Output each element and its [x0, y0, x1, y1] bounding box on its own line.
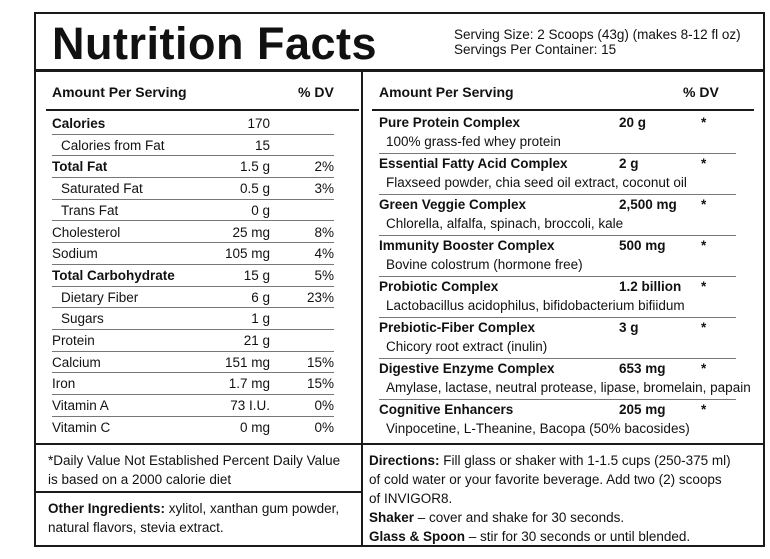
ingredients-line: natural flavors, stevia extract.: [48, 520, 224, 535]
footnote-line: *Daily Value Not Established Percent Daily Value: [48, 453, 341, 468]
nutrient-row: [52, 417, 334, 439]
nutrient-dv: 0%: [314, 398, 334, 414]
right-header-rule: [372, 109, 754, 111]
ingredients-label: Other Ingredients:: [48, 501, 166, 516]
nutrient-row: [52, 395, 334, 417]
complex-amount: 2 g: [619, 156, 639, 171]
nutrient-amount: 6 g: [251, 289, 270, 305]
left-header-rule: [46, 109, 359, 111]
nutrient-name: Calcium: [52, 354, 101, 370]
nutrient-amount: 170: [247, 116, 270, 131]
nutrient-row: [52, 222, 334, 244]
nutrition-facts-title: Nutrition Facts: [52, 18, 378, 69]
nutrient-dv: 2%: [314, 159, 334, 175]
complex-description: Amylase, lactase, neutral protease, lipase, bromelain, papain: [386, 380, 751, 395]
nutrient-name: Trans Fat: [61, 202, 119, 218]
nutrient-dv: 3%: [314, 181, 334, 197]
nutrient-row: [52, 156, 334, 178]
complex-dv: *: [701, 115, 707, 130]
right-dv-header: % DV: [683, 84, 719, 100]
left-dv-header: % DV: [298, 84, 334, 100]
row-divider: [379, 235, 736, 236]
directions-line: of INVIGOR8.: [369, 491, 453, 506]
complex-description: Vinpocetine, L-Theanine, Bacopa (50% bacosides): [386, 421, 690, 436]
ingredients-line: [48, 499, 339, 518]
shaker-line: [369, 508, 754, 527]
row-divider: [379, 317, 736, 318]
complex-name: Probiotic Complex: [379, 279, 499, 294]
nutrient-name: Sodium: [52, 246, 98, 262]
row-divider: [379, 399, 736, 400]
complex-dv: *: [701, 197, 707, 212]
serving-size: Serving Size: 2 Scoops (43g) (makes 8-12 fl oz): [454, 27, 741, 42]
nutrient-amount: 0.5 g: [239, 181, 270, 197]
nutrient-row: [52, 330, 334, 352]
nutrient-amount: 15 g: [243, 267, 270, 283]
nutrient-row: [52, 308, 334, 330]
nutrient-row: [52, 373, 334, 395]
servings-per-container: Servings Per Container: 15: [454, 42, 617, 57]
nutrient-name: Protein: [52, 333, 95, 348]
complex-dv: *: [701, 320, 707, 335]
complex-dv: *: [701, 156, 707, 171]
nutrient-amount: 15: [254, 137, 270, 153]
complex-amount: 20 g: [619, 115, 647, 130]
nutrient-name: Sugars: [61, 311, 104, 327]
serving-info: [454, 27, 741, 57]
complex-description: Bovine colostrum (hormone free): [386, 257, 583, 272]
nutrient-row: [52, 135, 334, 157]
complex-name: Cognitive Enhancers: [379, 402, 514, 417]
complex-description: Chicory root extract (inulin): [386, 339, 548, 354]
nutrient-row: [52, 352, 334, 374]
footnote-line: is based on a 2000 calorie diet: [48, 472, 232, 487]
complex-name: Green Veggie Complex: [379, 197, 527, 212]
directions-label: Directions:: [369, 453, 440, 468]
complex-amount: 3 g: [619, 320, 639, 335]
nutrient-name: Dietary Fiber: [61, 289, 139, 305]
complex-dv: *: [701, 361, 707, 376]
complex-name: Pure Protein Complex: [379, 115, 521, 130]
nutrition-facts-panel: [34, 12, 765, 547]
nutrient-name: Iron: [52, 376, 76, 392]
left-footnote-rule: [36, 443, 361, 445]
row-divider: [379, 194, 736, 195]
shaker-label: Shaker: [369, 510, 415, 525]
directions-line: of cold water or your favorite beverage. Add two (2) scoops: [369, 472, 722, 487]
directions-line: [369, 451, 754, 470]
nutrient-amount: 21 g: [243, 333, 270, 348]
nutrient-row: [52, 287, 334, 309]
nutrient-dv: 0%: [314, 419, 334, 435]
row-divider: [379, 276, 736, 277]
nutrient-name: Cholesterol: [52, 224, 121, 240]
nutrient-amount: 1.7 mg: [228, 376, 270, 392]
header-divider: [36, 69, 763, 72]
complex-name: Prebiotic-Fiber Complex: [379, 320, 536, 335]
left-ingredients-rule: [36, 491, 361, 493]
daily-value-footnote: [48, 451, 340, 489]
glass-spoon-label: Glass & Spoon: [369, 529, 466, 544]
complex-description: Lactobacillus acidophilus, bifidobacterium bifiidum: [386, 298, 685, 313]
complex-dv: *: [701, 238, 707, 253]
complex-name: Digestive Enzyme Complex: [379, 361, 555, 376]
nutrient-amount: 1 g: [251, 311, 270, 327]
left-amount-header: Amount Per Serving: [52, 84, 187, 100]
nutrient-name: Total Carbohydrate: [52, 267, 175, 283]
column-divider: [361, 72, 363, 545]
nutrient-dv: 4%: [314, 246, 334, 262]
row-divider: [379, 358, 736, 359]
nutrient-amount: 151 mg: [224, 354, 270, 370]
complex-description: Flaxseed powder, chia seed oil extract, coconut oil: [386, 175, 687, 190]
nutrient-row: [52, 178, 334, 200]
nutrient-amount: 105 mg: [224, 246, 270, 262]
nutrient-amount: 73 I.U.: [230, 398, 270, 414]
directions: [369, 451, 754, 546]
row-divider: [379, 153, 736, 154]
nutrient-amount: 1.5 g: [239, 159, 270, 175]
complex-description: Chlorella, alfalfa, spinach, broccoli, kale: [386, 216, 624, 231]
nutrient-name: Calories from Fat: [61, 137, 165, 153]
shaker-text: – cover and shake for 30 seconds.: [414, 510, 625, 525]
complex-amount: 205 mg: [619, 402, 666, 417]
nutrient-dv: 5%: [314, 267, 334, 283]
nutrient-row: [52, 265, 334, 287]
other-ingredients: [48, 499, 339, 537]
nutrient-dv: 15%: [306, 354, 334, 370]
complex-amount: 653 mg: [619, 361, 666, 376]
glass-spoon-text: – stir for 30 seconds or until blended.: [465, 529, 691, 544]
nutrient-row: [52, 243, 334, 265]
nutrient-amount: 0 mg: [239, 419, 270, 435]
nutrient-amount: 0 g: [251, 202, 270, 218]
complex-name: Essential Fatty Acid Complex: [379, 156, 568, 171]
ingredients-text: xylitol, xanthan gum powder,: [165, 501, 340, 516]
nutrient-name: Total Fat: [52, 159, 108, 175]
nutrient-name: Vitamin A: [52, 398, 109, 414]
directions-text: Fill glass or shaker with 1-1.5 cups (250-375 ml): [439, 453, 731, 468]
right-amount-header: Amount Per Serving: [379, 84, 514, 100]
nutrient-dv: 23%: [306, 289, 334, 305]
nutrient-name: Vitamin C: [52, 419, 111, 435]
nutrient-amount: 25 mg: [232, 224, 270, 240]
complex-amount: 2,500 mg: [619, 197, 677, 212]
right-directions-rule: [363, 443, 763, 445]
complex-amount: 500 mg: [619, 238, 666, 253]
glass-spoon-line: [369, 527, 754, 546]
nutrient-dv: 8%: [314, 224, 334, 240]
complex-dv: *: [701, 279, 707, 294]
complex-amount: 1.2 billion: [619, 279, 682, 294]
nutrient-name: Calories: [52, 116, 106, 131]
complex-dv: *: [701, 402, 707, 417]
nutrient-name: Saturated Fat: [61, 181, 143, 197]
complex-name: Immunity Booster Complex: [379, 238, 555, 253]
complex-description: 100% grass-fed whey protein: [386, 134, 561, 149]
nutrient-row: [52, 113, 334, 135]
nutrient-dv: 15%: [306, 376, 334, 392]
nutrient-row: [52, 200, 334, 222]
